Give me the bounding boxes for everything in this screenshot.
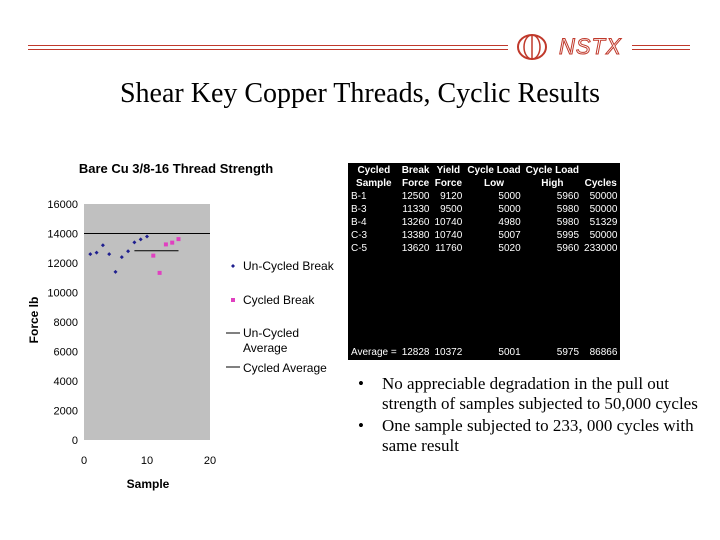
- table-cell: 5000: [465, 204, 523, 217]
- table-cell: 233000: [582, 243, 620, 256]
- legend-label: Cycled Average: [243, 361, 327, 375]
- header-cycled-sample: Cycled Sample: [349, 164, 400, 191]
- y-tick-label: 2000: [53, 405, 78, 418]
- table-cell: 4980: [465, 217, 523, 230]
- table-cell: 11330: [399, 204, 432, 217]
- page-title: Shear Key Copper Threads, Cyclic Results: [119, 78, 601, 109]
- table-row-empty: [349, 269, 620, 282]
- legend: [226, 259, 335, 375]
- header-cycles: Cycles: [582, 164, 620, 191]
- y-tick-label: 10000: [47, 287, 78, 300]
- table-cell: 5975: [523, 347, 581, 360]
- table-row: [349, 204, 620, 217]
- y-tick-label: 16000: [47, 199, 78, 211]
- table-cell: 5960: [523, 243, 581, 256]
- table-cell: 13380: [399, 230, 432, 243]
- table-row: [349, 191, 620, 204]
- y-tick-label: 14000: [47, 228, 78, 241]
- y-tick-label: 6000: [53, 346, 78, 359]
- header-yield-force: Yield Force: [432, 164, 465, 191]
- header-break-force: Break Force: [399, 164, 432, 191]
- y-tick-label: 4000: [53, 376, 78, 388]
- legend-marker: [231, 264, 235, 268]
- table-row-empty: [349, 308, 620, 321]
- cycled-break-point: [177, 237, 181, 241]
- bullet-icon: •: [358, 374, 364, 393]
- table-cell: 12828: [399, 347, 432, 360]
- x-tick-label: 20: [203, 455, 217, 467]
- table-cell: 51329: [582, 217, 620, 230]
- table-cell: 5980: [523, 217, 581, 230]
- x-tick-label: 10: [140, 455, 154, 467]
- table-row-empty: [349, 334, 620, 347]
- plot-area: [84, 204, 210, 440]
- table-cell: 10372: [432, 347, 465, 360]
- legend-marker: [231, 298, 235, 302]
- table-cell: 9500: [432, 204, 465, 217]
- bullet-item: • One sample subjected to 233, 000 cycles with same result: [358, 416, 694, 455]
- table-row-empty: [349, 295, 620, 308]
- table-cell: 50000: [582, 191, 620, 204]
- y-tick-label: 8000: [53, 317, 78, 329]
- table-row-empty: [349, 321, 620, 334]
- table-cell: 10740: [432, 230, 465, 243]
- table-cell: 10740: [432, 217, 465, 230]
- table-row-empty: [349, 256, 620, 269]
- header-cycle-load-low: Cycle Load Low: [465, 164, 523, 191]
- table-cell: 5020: [465, 243, 523, 256]
- cycled-break-point: [170, 241, 174, 245]
- table-cell: 13620: [399, 243, 432, 256]
- table-cell: C-5: [349, 243, 400, 256]
- header-cycle-load-high: Cycle Load High: [523, 164, 581, 191]
- cycled-break-point: [151, 254, 155, 258]
- table-average-row: [349, 347, 620, 360]
- results-table: [348, 163, 620, 360]
- y-tick-labels: [47, 199, 78, 447]
- table-cell: 12500: [399, 191, 432, 204]
- table-cell: 50000: [582, 204, 620, 217]
- legend-label: Un-Cycled Break: [243, 259, 334, 273]
- table-cell: B-4: [349, 217, 400, 230]
- table-row: [349, 217, 620, 230]
- cycled-break-point: [158, 271, 162, 275]
- table-cell: C-3: [349, 230, 400, 243]
- table-row: [349, 243, 620, 256]
- bullet-item: • No appreciable degradation in the pull out strength of samples subjected to 50,000 cycles: [358, 374, 698, 413]
- table-cell: 5995: [523, 230, 581, 243]
- table-cell: 9120: [432, 191, 465, 204]
- y-tick-label: 12000: [47, 258, 78, 270]
- table-header-row: [349, 164, 620, 191]
- table-cell: B-3: [349, 204, 400, 217]
- table-cell: Average =: [349, 347, 400, 360]
- x-tick-labels: [81, 455, 216, 467]
- table-cell: 50000: [582, 230, 620, 243]
- chart-title: Bare Cu 3/8-16 Thread Strength: [78, 161, 274, 176]
- table-row: [349, 230, 620, 243]
- table-cell: 5007: [465, 230, 523, 243]
- table-row-empty: [349, 282, 620, 295]
- table-cell: 11760: [432, 243, 465, 256]
- bullet-list: [358, 374, 698, 458]
- y-axis-label: Force lb: [27, 296, 41, 344]
- table-cell: B-1: [349, 191, 400, 204]
- table-cell: 5960: [523, 191, 581, 204]
- table-cell: 5980: [523, 204, 581, 217]
- table-cell: 13260: [399, 217, 432, 230]
- legend-label: Cycled Break: [243, 293, 315, 307]
- bullet-icon: •: [358, 416, 364, 435]
- x-axis-label: Sample: [126, 477, 170, 491]
- legend-label: Un-Cycled Average: [243, 326, 300, 355]
- x-tick-label: 0: [80, 455, 88, 467]
- table-cell: 5000: [465, 191, 523, 204]
- logo-text: NSTX: [559, 34, 622, 59]
- table-cell: 86866: [582, 347, 620, 360]
- y-tick-label: 0: [71, 435, 78, 447]
- cycled-break-point: [164, 242, 168, 246]
- table-cell: 5001: [465, 347, 523, 360]
